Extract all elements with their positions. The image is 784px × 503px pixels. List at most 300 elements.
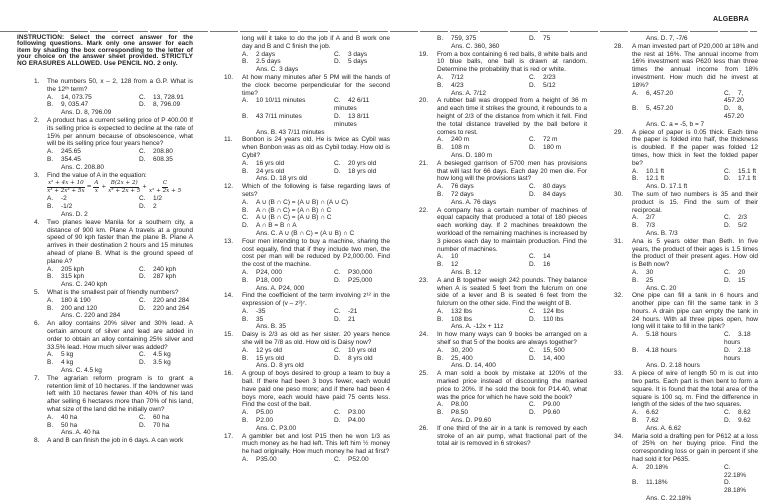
option-letter: A.	[632, 331, 639, 339]
question-item	[407, 97, 587, 159]
option-letter: B.	[47, 359, 54, 367]
question-item	[407, 277, 587, 332]
option-letter: A.	[437, 253, 444, 261]
option-value: 200 and 120	[61, 304, 98, 312]
option-choice	[529, 409, 587, 417]
option-letter: A.	[632, 214, 639, 222]
column-3	[407, 35, 587, 448]
option-letter: D.	[529, 261, 536, 269]
option-letter: A.	[242, 198, 249, 206]
equation-fraction	[47, 180, 85, 194]
option-choice	[47, 297, 139, 305]
question-item	[212, 292, 390, 331]
fraction-numerator: A	[94, 180, 99, 187]
question-number: 11.	[224, 136, 233, 144]
option-letter: D.	[724, 105, 731, 113]
fraction-denominator: x² + 2x + 5	[108, 187, 141, 194]
question-number: 3.	[34, 171, 40, 179]
option-choice	[529, 253, 587, 261]
option-letter: A.	[437, 183, 444, 191]
option-value: 84 days	[543, 190, 566, 198]
question-item	[602, 35, 758, 43]
option-choice	[632, 222, 724, 230]
question-item	[602, 370, 758, 432]
option-value: 16	[543, 261, 551, 269]
equals-sign: =	[86, 184, 92, 191]
questions-column-2	[212, 35, 390, 464]
question-text: A man invested part of P20,000 at 18% and the rest at 16%. The annual income from 16% investment was P620 less than three times the annual income from 18% investment. How much did he invest at 18%?	[632, 42, 758, 89]
option-value: 30, 200	[451, 346, 473, 354]
option-letter: D.	[529, 35, 536, 42]
option-letter: C.	[724, 89, 731, 97]
answer-options	[632, 214, 758, 230]
option-letter: B.	[47, 421, 54, 429]
option-value: P4.00	[348, 417, 365, 425]
option-letter: B.	[437, 190, 444, 198]
option-choice	[242, 308, 334, 316]
option-letter: B.	[437, 261, 444, 269]
answer-key: Ans. B. 35	[256, 323, 286, 331]
question-number: 14.	[224, 292, 234, 300]
option-letter: A.	[242, 159, 249, 167]
option-letter: C.	[724, 409, 731, 417]
option-value: P9.60	[543, 409, 560, 417]
option-letter: A.	[242, 307, 249, 315]
question-text: Ana is 5 years older than Beth. In five years, the product of their ages is 1.5 times the product of their present ages. How old is Beth now?	[632, 237, 758, 269]
option-choice	[242, 269, 334, 277]
answer-options	[242, 97, 390, 128]
option-letter: C.	[724, 463, 731, 471]
option-choice	[242, 222, 390, 230]
question-text: Maria sold a drafting pen for P612 at a loss of 25% on her buying price. Find the corresponding loss or gain in percent if she had sold it for P635.	[632, 432, 758, 464]
option-value: 1/2	[153, 195, 163, 203]
option-letter: B.	[632, 222, 639, 230]
option-letter: D.	[139, 273, 146, 281]
option-value: 5 days	[348, 58, 368, 66]
option-choice	[632, 269, 724, 277]
question-number: 28.	[614, 42, 624, 50]
option-choice	[242, 58, 334, 66]
option-value: P35.00	[256, 456, 277, 464]
column-2	[212, 35, 390, 464]
option-letter: A.	[242, 50, 249, 58]
option-choice	[437, 355, 529, 363]
question-text: At how many minutes after 5 PM will the hands of the clock become perpendicular for the second time?	[242, 73, 390, 97]
option-choice	[529, 308, 587, 316]
option-choice	[529, 35, 587, 43]
option-value: 6, 457.20	[646, 89, 674, 97]
answer-key: Ans. C. 240 kph	[61, 281, 108, 289]
option-choice	[437, 74, 529, 82]
option-choice	[632, 168, 724, 176]
option-letter: A.	[242, 346, 249, 354]
option-choice	[47, 203, 139, 211]
option-letter: D.	[724, 417, 731, 425]
option-value: 4/23	[451, 81, 464, 89]
question-number: 23.	[419, 276, 429, 284]
option-choice	[334, 409, 390, 417]
question-item	[17, 289, 193, 320]
question-text: A and B can finish the job in 6 days. A can work	[47, 437, 184, 445]
option-letter: C.	[529, 253, 536, 261]
option-letter: D.	[724, 346, 731, 354]
option-choice	[334, 113, 390, 129]
option-letter: D.	[724, 276, 731, 284]
option-value: 8, 457.20	[724, 105, 744, 120]
answer-options	[47, 195, 193, 211]
option-value: 108 lbs	[451, 315, 472, 323]
option-choice	[724, 277, 758, 285]
answer-key: Ans. C. 360, 360	[451, 42, 500, 50]
option-choice	[529, 347, 587, 355]
question-number: 26.	[419, 424, 429, 432]
option-value: A ∩ (B ∩ C) = (A ∩ B) ∩ C	[256, 206, 332, 214]
question-text: Two planes leave Manila for a southern city, a distance of 900 km. Plane A travels at a ground speed of 90 kph faster than the plane B. Plane A arrives in their destination 2 hours and 15 minutes ahead of plane B. What is the ground speed of plane A?	[47, 218, 193, 265]
question-item	[407, 207, 587, 277]
question-number: 17.	[224, 432, 234, 440]
option-value: 9.62	[738, 417, 751, 425]
question-text: long will it take to do the job if A and B work one day and B and C finish the job.	[242, 35, 390, 50]
option-value: 608.35	[153, 156, 173, 163]
option-letter: D.	[334, 315, 341, 323]
option-choice	[632, 277, 724, 285]
option-value: 7.62	[646, 417, 659, 425]
option-value: 25, 400	[451, 354, 473, 362]
option-letter: D.	[139, 359, 146, 367]
option-letter: A.	[242, 456, 249, 464]
option-letter: A.	[242, 268, 249, 276]
option-letter: B.	[242, 315, 249, 323]
option-letter: D.	[334, 112, 341, 120]
option-choice	[529, 183, 587, 191]
option-choice	[139, 297, 193, 305]
option-value: 12 ys old	[256, 346, 283, 354]
question-number: 8.	[34, 437, 40, 445]
option-value: 354.45	[61, 156, 81, 163]
option-choice	[334, 269, 390, 277]
option-letter: A.	[437, 136, 444, 144]
question-text: The agrarian reform program is to grant a retention limit of 10 hectares. If the landowner was left with 10 hectares fewer than 40% of his land after selling 6 hectares more than 70% of his land, what size of the land did he initially own?	[47, 374, 193, 413]
option-value: 21	[348, 315, 356, 323]
questions-column-3	[407, 35, 587, 448]
option-value: 2.5 days	[256, 58, 281, 66]
question-item	[17, 117, 193, 172]
question-text: What is the smallest pair of friendly numbers?	[47, 288, 179, 296]
option-letter: B.	[47, 203, 54, 211]
option-choice	[139, 305, 193, 313]
option-choice	[529, 136, 587, 144]
equation-fraction	[149, 180, 181, 194]
option-choice	[47, 148, 139, 156]
option-choice	[334, 97, 390, 113]
option-value: 4 kg	[61, 359, 74, 367]
option-value: 28.18%	[724, 487, 747, 495]
option-choice	[139, 148, 193, 156]
option-letter: A.	[47, 265, 54, 273]
option-letter: B.	[632, 479, 639, 487]
question-item	[17, 172, 193, 219]
answer-key: Ans. C. 22.18%	[646, 495, 692, 503]
column-4	[602, 35, 758, 503]
option-choice	[47, 101, 139, 109]
question-number: 12.	[224, 183, 234, 191]
option-value: 14, 073.75	[61, 93, 92, 101]
option-choice	[47, 156, 139, 164]
answer-key: Ans. C. A ∪ (B ∩ C) = (A ∪ B) ∩ C	[256, 229, 355, 237]
option-letter: B.	[437, 144, 444, 152]
option-value: 13 8/11 minutes	[334, 112, 370, 128]
option-choice	[529, 401, 587, 409]
answer-options	[242, 409, 390, 425]
question-item	[17, 375, 193, 437]
answer-options	[632, 464, 758, 495]
option-value: 315 kph	[61, 273, 85, 281]
option-choice	[724, 175, 758, 183]
option-value: 11.18%	[646, 479, 668, 487]
plus-sign: +	[142, 184, 147, 191]
option-value: 8.62	[738, 409, 751, 417]
option-choice	[437, 316, 529, 324]
option-value: 180 & 190	[61, 296, 91, 304]
option-value: 13, 728.91	[153, 93, 184, 101]
option-letter: A.	[437, 346, 444, 354]
option-letter: A.	[242, 409, 249, 417]
question-number: 29.	[614, 128, 624, 136]
option-choice	[334, 51, 390, 59]
option-choice	[139, 156, 193, 164]
question-text: A group of boys desired to group a team to buy a ball. If there had been 3 boys fewer, each would have paid one peso more; and if there had been 4 boys more, each would have paid 75 cents less. Find the cost of the ball.	[242, 370, 390, 409]
option-value: 12.1 ft	[646, 175, 665, 183]
option-value: 208.80	[153, 148, 173, 156]
option-choice	[139, 359, 193, 367]
option-letter: D.	[529, 144, 536, 152]
option-choice	[632, 347, 724, 363]
question-text: Daisy is 2/3 as old as her sister. 20 years hence she will be 7/8 as old. How old is Daisy now?	[242, 331, 390, 347]
option-choice	[139, 414, 193, 422]
question-text: If one third of the air in a tank is removed by each stroke of an air pump, what fractional part of the total air is removed in 6 strokes?	[437, 424, 587, 448]
option-letter: D.	[334, 276, 341, 284]
equation	[47, 180, 193, 194]
question-number: 2.	[34, 117, 40, 125]
option-value: 15, 500	[543, 346, 565, 354]
option-choice	[724, 464, 758, 480]
option-value: 17.1 ft	[738, 175, 757, 183]
answer-key: Ans. B. 43 7/11 minutes	[256, 128, 325, 136]
option-letter: C.	[139, 413, 146, 421]
option-value: 4.5 kg	[153, 351, 171, 359]
answer-options	[437, 308, 587, 324]
option-value: 8, 796.09	[153, 101, 181, 109]
option-choice	[242, 207, 390, 215]
option-value: P30,000	[348, 268, 373, 276]
question-text: One pipe can fill a tank in 6 hours and another pipe can fill the same tank in 3 hours. A drain pipe can empty the tank in 24 hours. With all three pipes open, how long will it take to fill in the tank?	[632, 292, 758, 331]
option-value: -35	[256, 307, 266, 315]
option-choice	[334, 347, 390, 355]
answer-options	[632, 331, 758, 362]
option-letter: A.	[47, 413, 54, 421]
option-value: 4.18 hours	[646, 346, 677, 354]
option-letter: C.	[529, 401, 536, 409]
option-value: 3.5 kg	[153, 359, 171, 367]
option-value: 70 ha	[153, 421, 170, 429]
option-letter: D.	[529, 315, 536, 323]
question-number: 31.	[614, 237, 624, 245]
option-value: 15	[738, 276, 746, 284]
option-choice	[437, 253, 529, 261]
equation-fraction	[108, 180, 140, 194]
answer-key: Ans. C. 3 days	[256, 66, 299, 74]
option-value: 20 yrs old	[348, 159, 377, 167]
option-letter: C.	[529, 346, 536, 354]
fraction-denominator: x³ + 2x² + 5x	[47, 187, 85, 194]
option-value: P3.00	[348, 409, 365, 417]
question-number: 15.	[224, 331, 234, 339]
option-choice	[724, 222, 758, 230]
option-letter: D.	[334, 417, 341, 425]
option-choice	[47, 351, 139, 359]
option-value: 72 days	[451, 190, 474, 198]
answer-options	[242, 347, 390, 363]
option-choice	[47, 414, 139, 422]
question-number: 33.	[614, 370, 624, 378]
question-text: A man sold a book by mistake at 120% of the marked price instead of discounting the marked price to 20%. If he sold the book for P14.40, what was the price for which he have sold the book?	[437, 370, 587, 401]
answer-key: Ans. D. 2.18 hours	[646, 362, 700, 370]
option-letter: C.	[139, 265, 146, 273]
option-value: 124 lbs	[543, 307, 564, 315]
option-value: 9, 035.47	[61, 101, 89, 109]
question-item	[212, 370, 390, 432]
option-letter: C.	[529, 73, 536, 81]
option-choice	[242, 409, 334, 417]
option-letter: D.	[529, 190, 536, 198]
plus-sign: +	[101, 184, 107, 191]
question-number: 24.	[419, 331, 429, 339]
answer-key: Ans. D. 8, 796.09	[61, 109, 112, 117]
option-value: 35	[256, 315, 264, 323]
answer-options	[47, 351, 193, 367]
option-choice	[139, 351, 193, 359]
option-value: A ∩ B = B ∩ A	[256, 222, 297, 230]
option-choice	[139, 266, 193, 274]
question-item	[212, 74, 390, 136]
option-value: 7/3	[646, 222, 656, 230]
option-choice	[632, 175, 724, 183]
answer-options	[242, 160, 390, 176]
question-number: 25.	[419, 370, 429, 378]
option-letter: B.	[242, 276, 249, 284]
column-1	[17, 35, 193, 445]
option-letter: B.	[242, 112, 249, 120]
option-letter: B.	[242, 206, 249, 214]
question-item	[602, 292, 758, 370]
option-letter: A.	[632, 268, 639, 276]
option-letter: A.	[632, 89, 639, 97]
option-value: P18, 000	[256, 276, 283, 284]
option-value: 25	[646, 276, 654, 284]
question-text: From a box containing 6 red balls, 8 white balls and 10 blue balls, one ball is drawn at random. Determine the probability that is red or white.	[437, 50, 587, 74]
question-text: A piece of wire of length 50 m is cut into two parts. Each part is then bent to form a square. It is found that the total area of the square is 100 sq. m. Find the difference in length of the sides of the two squares.	[632, 370, 758, 409]
option-letter: A.	[47, 296, 54, 304]
option-choice	[529, 74, 587, 82]
option-letter: B.	[47, 304, 54, 312]
fraction-denominator: x² + 2x + 5	[148, 187, 182, 194]
question-text: A product has a current selling price of P 400.00 If its selling price is expected to decline at the rate of 15% per annum because of obsolescence, what will be its selling price four years hence?	[47, 117, 193, 148]
option-letter: C.	[529, 183, 536, 191]
question-item	[602, 433, 758, 503]
fraction-numerator: x² + 4x + 10	[48, 180, 84, 187]
option-choice	[47, 266, 139, 274]
question-item	[407, 331, 587, 370]
answer-options	[47, 297, 193, 313]
option-choice	[437, 191, 529, 199]
answer-options	[242, 51, 390, 67]
question-number: 4.	[34, 218, 40, 226]
answer-options	[47, 266, 193, 282]
option-value: P8.50	[451, 409, 468, 417]
option-value: 7, 457.20	[724, 89, 744, 105]
option-value: 5, 457.20	[646, 105, 674, 113]
question-item	[602, 43, 758, 129]
option-value: 24 yrs old	[256, 167, 285, 175]
option-letter: D.	[334, 58, 341, 66]
option-letter: A.	[632, 167, 639, 175]
option-letter: A.	[437, 73, 444, 81]
questions-column-1	[17, 78, 193, 445]
answer-key: Ans. C. 4.5 kg	[61, 366, 102, 374]
question-item	[17, 219, 193, 289]
fraction-denominator: x	[94, 187, 98, 194]
option-value: -1/2	[61, 203, 73, 211]
answer-options	[632, 409, 758, 425]
option-choice	[242, 51, 334, 59]
option-letter: C.	[139, 148, 146, 156]
answer-key: Ans. C. P3.00	[256, 424, 297, 432]
option-choice	[437, 183, 529, 191]
answer-key: Ans. D. P9.60	[451, 417, 492, 425]
option-letter: C.	[139, 93, 146, 101]
option-choice	[139, 101, 193, 109]
option-letter: D.	[139, 203, 146, 211]
option-letter: C.	[334, 97, 341, 105]
option-choice	[529, 144, 587, 152]
option-choice	[47, 359, 139, 367]
option-choice	[47, 94, 139, 102]
question-text: A company has a certain number of machines of equal capacity that produced a total of 180 pieces each working day. If 2 machines breakdown the workload of the remaining machines is increased by 3 pieces each day to maintain production. Find the number of machines.	[437, 206, 587, 253]
questions-column-4	[602, 35, 758, 503]
answer-options	[437, 183, 587, 199]
option-letter: D.	[529, 409, 536, 417]
option-letter: C.	[334, 456, 341, 464]
option-choice	[139, 94, 193, 102]
option-choice	[334, 316, 390, 324]
option-value: 14	[543, 253, 551, 261]
option-value: 110 lbs	[543, 315, 564, 323]
option-choice	[529, 316, 587, 324]
question-text: Which of the following is false regarding laws of sets?	[242, 183, 390, 198]
question-item	[407, 160, 587, 207]
option-letter: B.	[242, 167, 249, 175]
option-choice	[437, 35, 529, 43]
option-letter: B.	[632, 346, 639, 354]
option-choice	[139, 422, 193, 430]
subject-title: ALGEBRA	[713, 16, 750, 23]
option-value: 80 days	[543, 183, 566, 191]
option-letter: D.	[139, 101, 146, 109]
answer-options	[437, 74, 587, 90]
question-item	[212, 35, 390, 74]
option-value: 16 yrs old	[256, 159, 285, 167]
answer-key: Ans. D. 14, 400	[451, 362, 496, 370]
